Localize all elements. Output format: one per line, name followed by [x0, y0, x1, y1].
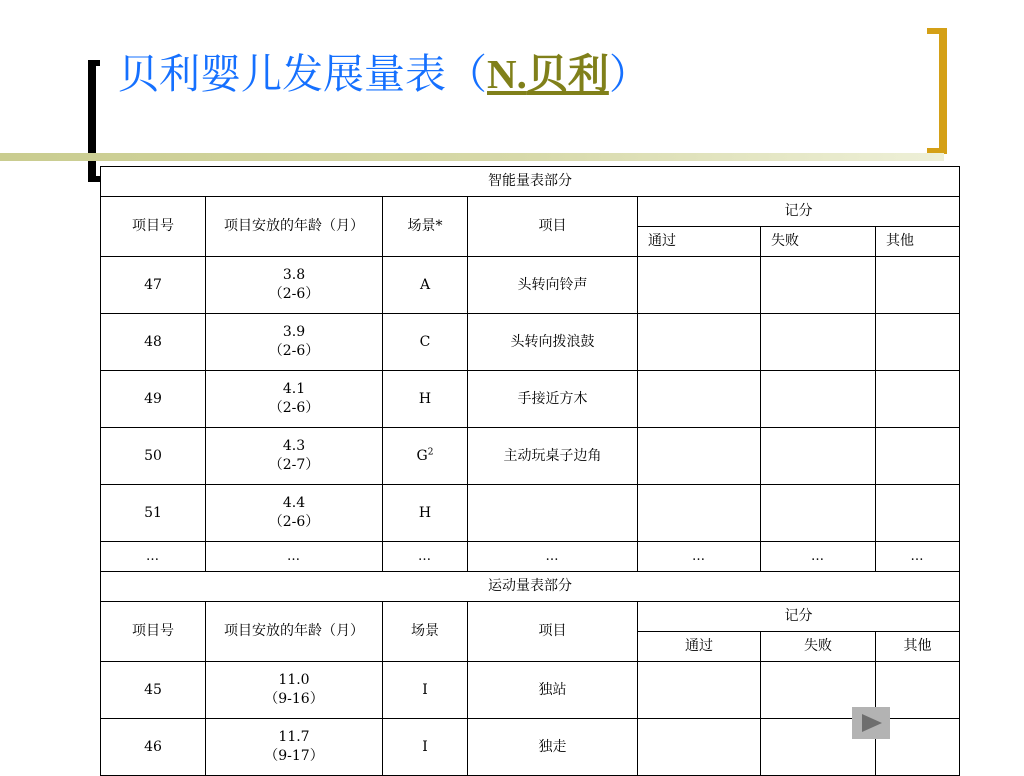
- ellipsis-cell: …: [383, 542, 468, 572]
- cell-age: [206, 662, 383, 719]
- title-link-name: 贝利: [526, 51, 609, 97]
- cell-pass: [638, 371, 761, 428]
- cell-item-number: 46: [101, 719, 206, 776]
- age-range: （2-6）: [268, 286, 320, 302]
- cell-age: [206, 314, 383, 371]
- cell-scene: A: [383, 257, 468, 314]
- cell-item-number: 45: [101, 662, 206, 719]
- ellipsis-cell: …: [876, 542, 960, 572]
- age-value: 11.0: [278, 672, 310, 688]
- cell-pass: [638, 662, 761, 719]
- cell-fail: [761, 257, 876, 314]
- table-row: [101, 371, 960, 428]
- ellipsis-cell: …: [206, 542, 383, 572]
- ellipsis-cell: …: [468, 542, 638, 572]
- header-item-number: 项目号: [101, 602, 206, 662]
- cell-other: [876, 371, 960, 428]
- header-pass: 通过: [638, 227, 761, 257]
- table-row: [101, 662, 960, 719]
- age-range: （9-16）: [264, 691, 324, 707]
- cell-age: [206, 485, 383, 542]
- slide-title: [118, 44, 650, 104]
- scene-letter: G: [416, 447, 428, 464]
- mental-section-row: [101, 167, 960, 197]
- mental-header-row: [101, 197, 960, 227]
- age-value: 3.8: [282, 267, 306, 283]
- motor-header-row: [101, 602, 960, 632]
- cell-pass: [638, 314, 761, 371]
- cell-fail: [761, 485, 876, 542]
- age-range: （2-6）: [268, 343, 320, 359]
- header-scene: 场景: [383, 602, 468, 662]
- title-close-paren: ）: [608, 50, 650, 98]
- header-scene: 场景*: [383, 197, 468, 257]
- mental-section-title: 智能量表部分: [101, 167, 960, 197]
- cell-item: 独走: [468, 719, 638, 776]
- header-item-number: 项目号: [101, 197, 206, 257]
- title-text: 贝利婴儿发展量表（: [118, 50, 487, 98]
- table-row: [101, 719, 960, 776]
- cell-item-number: 49: [101, 371, 206, 428]
- cell-other: [876, 485, 960, 542]
- cell-item: 手接近方木: [468, 371, 638, 428]
- cell-age: [206, 257, 383, 314]
- cell-item: 独站: [468, 662, 638, 719]
- age-range: （2-6）: [268, 514, 320, 530]
- cell-item-number: 51: [101, 485, 206, 542]
- header-item: 项目: [468, 197, 638, 257]
- header-item: 项目: [468, 602, 638, 662]
- cell-item-number: 48: [101, 314, 206, 371]
- cell-age: [206, 719, 383, 776]
- table-row: [101, 485, 960, 542]
- decorative-rule: [0, 153, 944, 161]
- play-triangle-icon: [858, 712, 884, 734]
- header-score: 记分: [638, 602, 960, 632]
- age-value: 3.9: [282, 324, 306, 340]
- cell-item-number: 50: [101, 428, 206, 485]
- ellipsis-cell: …: [761, 542, 876, 572]
- cell-pass: [638, 428, 761, 485]
- cell-other: [876, 428, 960, 485]
- header-placement-age: 项目安放的年龄（月）: [206, 602, 383, 662]
- age-range: （9-17）: [264, 748, 324, 764]
- left-bracket-decoration: [88, 60, 100, 182]
- cell-item: 头转向拨浪鼓: [468, 314, 638, 371]
- table-row: [101, 257, 960, 314]
- header-pass: 通过: [638, 632, 761, 662]
- motor-section-row: [101, 572, 960, 602]
- age-range: （2-7）: [268, 457, 320, 473]
- cell-scene: I: [383, 719, 468, 776]
- age-value: 11.7: [278, 729, 310, 745]
- ellipsis-cell: …: [638, 542, 761, 572]
- cell-scene: C: [383, 314, 468, 371]
- cell-item: [468, 485, 638, 542]
- cell-age: [206, 371, 383, 428]
- next-slide-button[interactable]: [852, 707, 890, 739]
- header-score: 记分: [638, 197, 960, 227]
- bayley-scale-table: [100, 166, 960, 776]
- age-value: 4.4: [282, 495, 306, 511]
- header-other: 其他: [876, 632, 960, 662]
- cell-item: 主动玩桌子边角: [468, 428, 638, 485]
- age-value: 4.3: [282, 438, 306, 454]
- cell-pass: [638, 719, 761, 776]
- cell-fail: [761, 428, 876, 485]
- table-row: [101, 428, 960, 485]
- cell-pass: [638, 257, 761, 314]
- age-range: （2-6）: [268, 400, 320, 416]
- cell-fail: [761, 371, 876, 428]
- title-link-initial: N.: [487, 51, 527, 97]
- scene-superscript: 2: [427, 446, 434, 457]
- ellipsis-row: [101, 542, 960, 572]
- age-value: 4.1: [282, 381, 306, 397]
- cell-item: 头转向铃声: [468, 257, 638, 314]
- header-fail: 失败: [761, 227, 876, 257]
- cell-scene: H: [383, 485, 468, 542]
- cell-scene: H: [383, 371, 468, 428]
- title-author-link[interactable]: [487, 51, 609, 97]
- cell-scene: [383, 428, 468, 485]
- cell-pass: [638, 485, 761, 542]
- table-row: [101, 314, 960, 371]
- cell-item-number: 47: [101, 257, 206, 314]
- cell-scene: I: [383, 662, 468, 719]
- cell-other: [876, 314, 960, 371]
- right-bracket-decoration: [927, 28, 947, 154]
- cell-fail: [761, 314, 876, 371]
- header-placement-age: 项目安放的年龄（月）: [206, 197, 383, 257]
- header-other: 其他: [876, 227, 960, 257]
- motor-section-title: 运动量表部分: [101, 572, 960, 602]
- cell-age: [206, 428, 383, 485]
- cell-other: [876, 257, 960, 314]
- header-fail: 失败: [761, 632, 876, 662]
- ellipsis-cell: …: [101, 542, 206, 572]
